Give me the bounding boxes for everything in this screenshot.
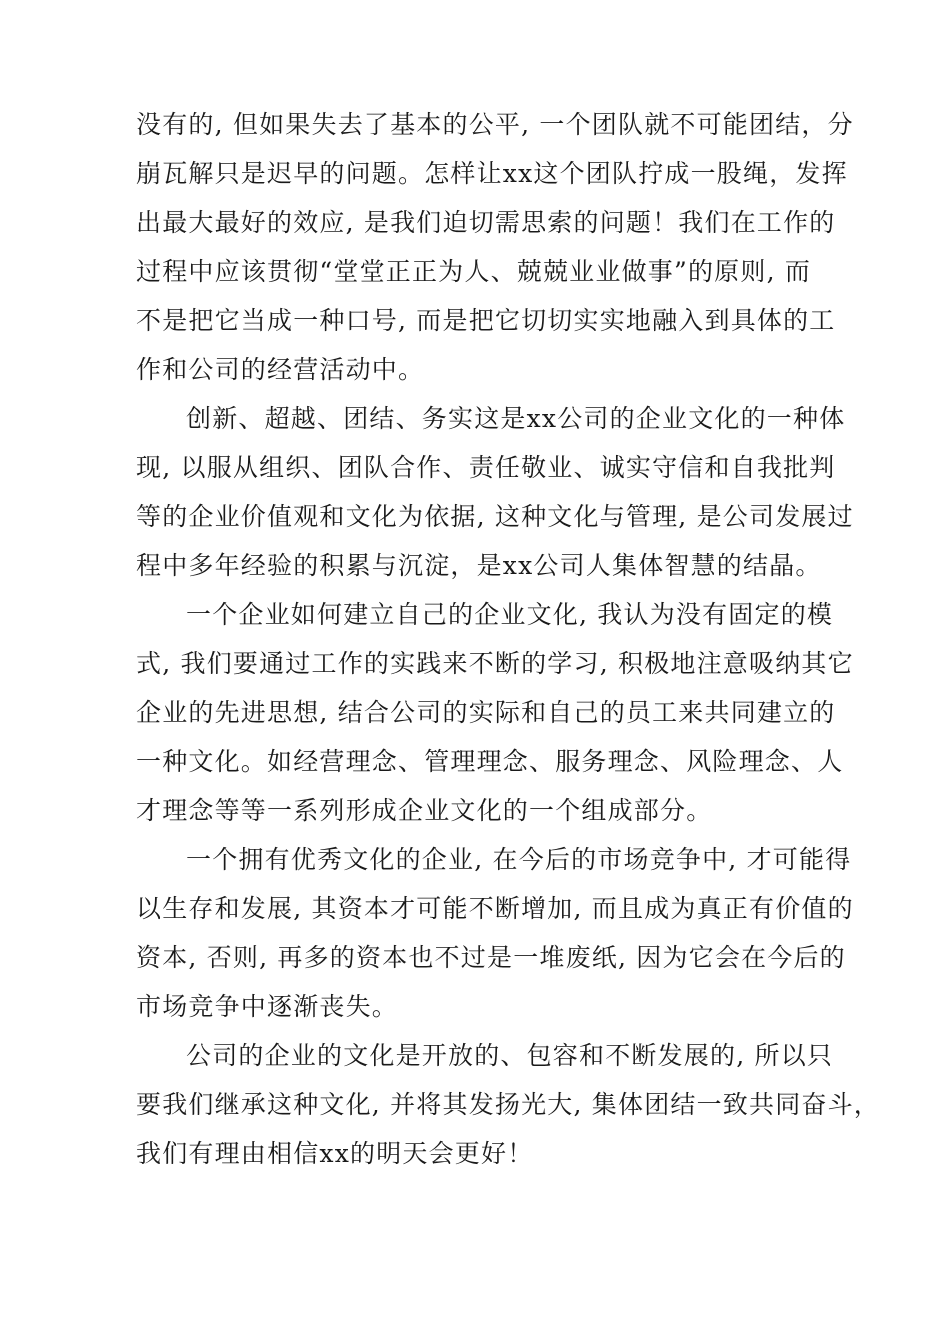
paragraph-line: 创新、超越、团结、务实这是xx公司的企业文化的一种体 xyxy=(186,404,846,433)
paragraph-line: 出最大最好的效应, 是我们迫切需思索的问题！我们在工作的 xyxy=(136,208,836,237)
paragraph-line: 我们有理由相信xx的明天会更好！ xyxy=(136,1139,534,1168)
paragraph-line: 一个拥有优秀文化的企业, 在今后的市场竞争中, 才可能得 xyxy=(186,845,852,874)
paragraph-2 xyxy=(136,394,854,590)
paragraph-line: 一种文化。如经营理念、管理理念、服务理念、风险理念、人 xyxy=(136,747,844,776)
paragraph-line: 企业的先进思想, 结合公司的实际和自己的员工来共同建立的 xyxy=(136,698,836,727)
paragraph-4 xyxy=(136,835,854,1031)
paragraph-line: 公司的企业的文化是开放的、包容和不断发展的, 所以只 xyxy=(186,1041,834,1070)
paragraph-line: 要我们继承这种文化, 并将其发扬光大, 集体团结一致共同奋斗， xyxy=(136,1090,880,1119)
paragraph-line: 作和公司的经营活动中。 xyxy=(136,355,425,384)
paragraph-line: 以生存和发展, 其资本才可能不断增加, 而且成为真正有价值的 xyxy=(136,894,854,923)
paragraph-line: 崩瓦解只是迟早的问题。怎样让xx这个团队拧成一股绳，发挥 xyxy=(136,159,848,188)
paragraph-3 xyxy=(136,590,854,835)
paragraph-1 xyxy=(136,100,854,394)
paragraph-line: 式, 我们要通过工作的实践来不断的学习, 积极地注意吸纳其它 xyxy=(136,649,854,678)
paragraph-line: 没有的, 但如果失去了基本的公平, 一个团队就不可能团结，分 xyxy=(136,110,854,139)
paragraph-line: 不是把它当成一种口号, 而是把它切切实实地融入到具体的工 xyxy=(136,306,836,335)
paragraph-line: 资本, 否则, 再多的资本也不过是一堆废纸, 因为它会在今后的 xyxy=(136,943,846,972)
paragraph-line: 等的企业价值观和文化为依据, 这种文化与管理, 是公司发展过 xyxy=(136,502,854,531)
paragraph-line: 程中多年经验的积累与沉淀，是xx公司人集体智慧的结晶。 xyxy=(136,551,822,580)
paragraph-line: 过程中应该贯彻“堂堂正正为人、兢兢业业做事”的原则, 而 xyxy=(136,257,812,286)
paragraph-line: 才理念等等一系列形成企业文化的一个组成部分。 xyxy=(136,796,713,825)
paragraph-line: 现, 以服从组织、团队合作、责任敬业、诚实守信和自我批判 xyxy=(136,453,836,482)
paragraph-line: 一个企业如何建立自己的企业文化, 我认为没有固定的模 xyxy=(186,600,834,629)
document-body xyxy=(136,100,880,1178)
paragraph-line: 市场竞争中逐渐丧失。 xyxy=(136,992,399,1021)
paragraph-5 xyxy=(136,1031,880,1178)
